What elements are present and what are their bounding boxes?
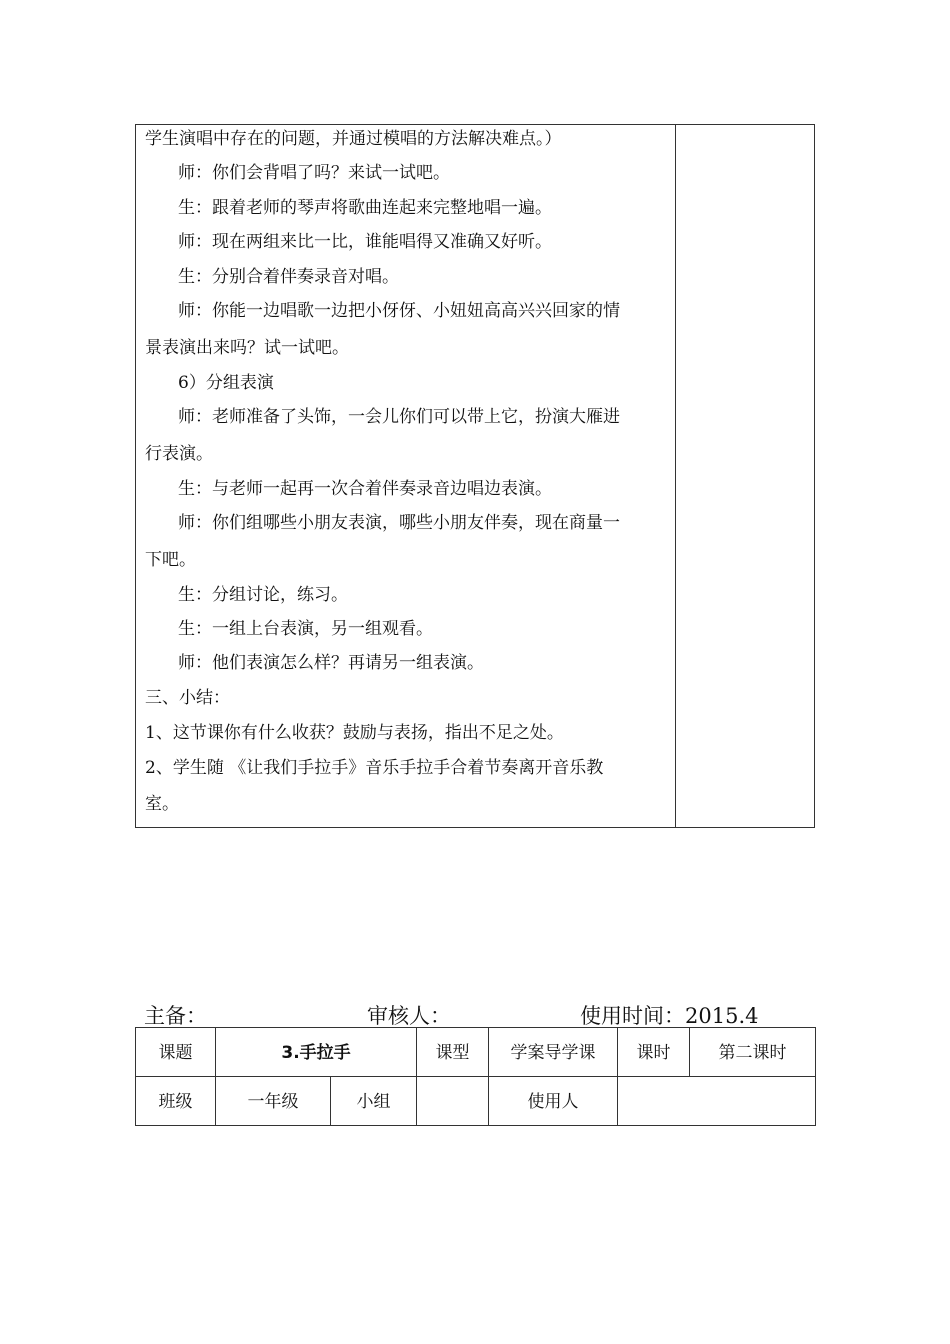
lesson-line: 师：你们组哪些小朋友表演，哪些小朋友伴奏，现在商量一 [178,513,620,533]
preparer-label: 主备： [144,1004,207,1028]
lesson-line: 师：老师准备了头饰，一会儿你们可以带上它，扮演大雁进 [178,407,620,427]
lesson-line: 师：他们表演怎么样？再请另一组表演。 [178,653,484,673]
lesson-line: 1、这节课你有什么收获？鼓励与表扬，指出不足之处。 [145,723,564,743]
lesson-line: 师：你能一边唱歌一边把小伢伢、小妞妞高高兴兴回家的情 [178,301,620,321]
period-value: 第二课时 [690,1028,816,1077]
lesson-line: 生：跟着老师的琴声将歌曲连起来完整地唱一遍。 [178,198,552,218]
user-value [618,1077,816,1126]
lesson-line: 2、学生随 《让我们手拉手》音乐手拉手合着节奏离开音乐教 [145,758,604,778]
lesson-line: 生：与老师一起再一次合着伴奏录音边唱边表演。 [178,479,552,499]
reviewer-label: 审核人： [367,1004,451,1028]
lesson-line: 师：现在两组来比一比，谁能唱得又准确又好听。 [178,232,552,252]
topic-label: 课题 [136,1028,216,1077]
lesson-line: 生：一组上台表演，另一组观看。 [178,619,433,639]
type-value: 学案导学课 [489,1028,618,1077]
info-row-topic [136,1028,816,1077]
lesson-process-table [135,124,815,828]
lesson-line: 行表演。 [145,444,213,464]
lesson-info-table [135,1027,816,1126]
use-time-label: 使用时间： [580,1004,685,1028]
info-row-class [136,1077,816,1126]
topic-value: 3.手拉手 [216,1028,417,1077]
use-time-value: 2015.4 [685,1004,759,1028]
class-label: 班级 [136,1077,216,1126]
period-label: 课时 [618,1028,690,1077]
group-label: 小组 [331,1077,417,1126]
lesson-line: 生：分别合着伴奏录音对唱。 [178,267,399,287]
lesson-line: 室。 [145,794,179,814]
lesson-line: 6）分组表演 [178,373,274,393]
lesson-line: 学生演唱中存在的问题，并通过模唱的方法解决难点。） [145,129,562,149]
lesson-line: 景表演出来吗？试一试吧。 [145,338,349,358]
user-label: 使用人 [489,1077,618,1126]
lesson-line: 下吧。 [145,550,196,570]
type-label: 课型 [417,1028,489,1077]
lesson-line: 师：你们会背唱了吗？来试一试吧。 [178,163,450,183]
notes-column [675,125,676,827]
use-time [580,1004,758,1028]
group-value [417,1077,489,1126]
class-value: 一年级 [216,1077,331,1126]
lesson-line: 生：分组讨论，练习。 [178,585,348,605]
lesson-line: 三、小结： [145,688,230,708]
